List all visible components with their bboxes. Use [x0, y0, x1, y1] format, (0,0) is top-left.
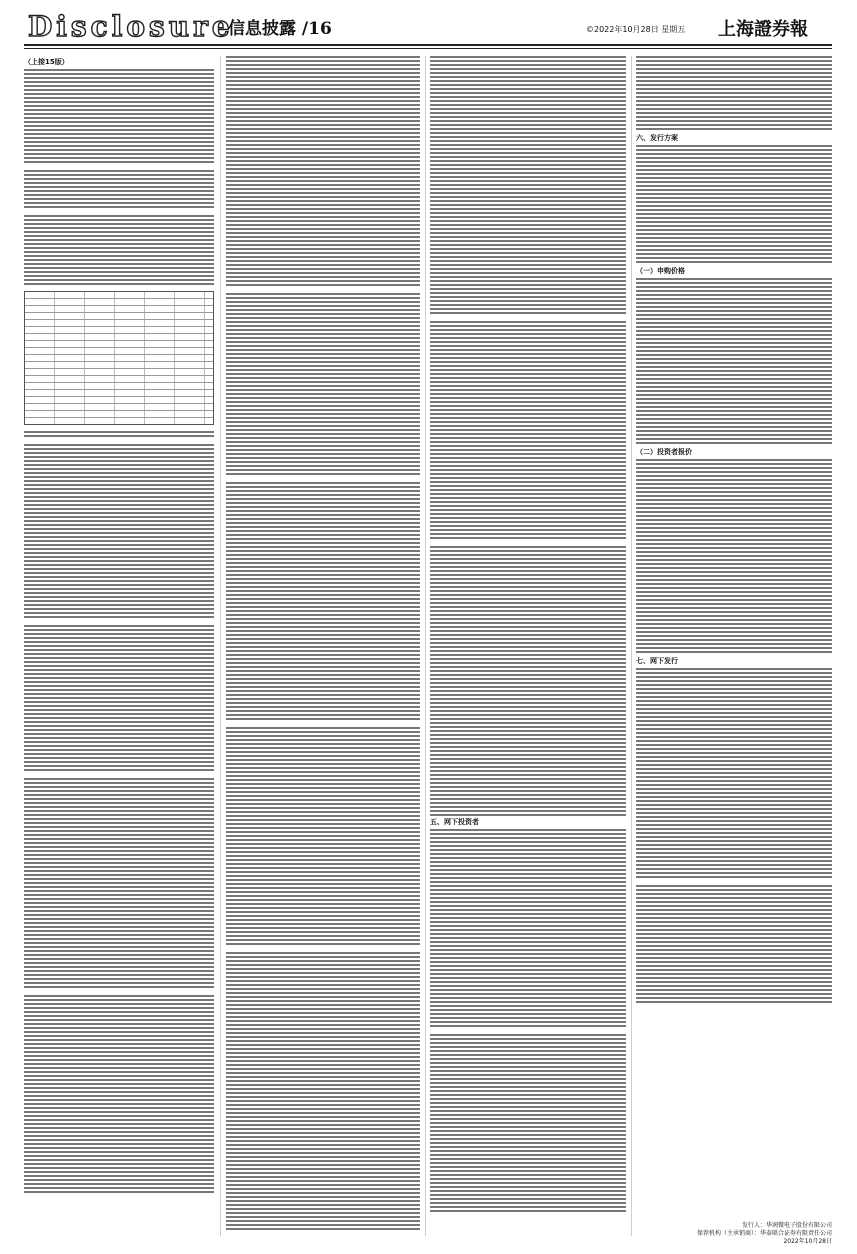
underwriter-signature: 保荐机构（主承销商）：华泰联合证券有限责任公司 [696, 1230, 832, 1237]
body-text [226, 482, 420, 722]
body-text [24, 995, 214, 1195]
body-text [430, 321, 626, 541]
body-text [226, 293, 420, 477]
header-rule [24, 44, 832, 46]
column-3 [430, 56, 626, 1236]
body-text [24, 444, 214, 620]
body-text [24, 215, 214, 287]
body-text [24, 625, 214, 773]
schedule-table [24, 291, 214, 425]
section-title: 信息披露 /16 [228, 19, 332, 39]
body-text [226, 56, 420, 288]
signature-date: 2022年10月28日 [783, 1238, 832, 1245]
body-text [24, 69, 214, 165]
body-text [636, 56, 832, 132]
section-heading: （二）投资者报价 [636, 448, 692, 456]
header-rule-thin [24, 48, 832, 49]
column-divider [425, 56, 426, 1236]
body-text [226, 952, 420, 1232]
issue-date: ©2022年10月28日 星期五 [586, 25, 686, 34]
issuer-signature: 发行人：华润微电子股份有限公司 [741, 1222, 832, 1229]
section-heading: （一）申购价格 [636, 267, 685, 275]
section-heading: 六、发行方案 [636, 134, 678, 142]
column-2 [226, 56, 420, 1236]
column-divider [631, 56, 632, 1236]
column-divider [220, 56, 221, 1236]
body-text [430, 829, 626, 1029]
masthead [0, 0, 857, 46]
body-text [636, 885, 832, 1005]
signature-block [636, 1222, 832, 1246]
body-text [636, 278, 832, 446]
section-heading: 七、网下发行 [636, 657, 678, 665]
column-1 [24, 56, 214, 1236]
body-text [24, 170, 214, 210]
body-text [226, 727, 420, 947]
column-4 [636, 56, 832, 1236]
body-text [430, 1034, 626, 1214]
body-text [636, 668, 832, 880]
paper-name: 上海證券報 [718, 19, 808, 40]
body-text [430, 546, 626, 816]
body-text [636, 145, 832, 265]
table-note [24, 431, 214, 439]
body-text [636, 459, 832, 655]
section-heading: 五、网下投资者 [430, 818, 479, 826]
brand-logo: Disclosure [28, 10, 234, 43]
body-text [24, 778, 214, 990]
body-text [430, 56, 626, 316]
continued-heading: （上接15版） [24, 58, 69, 66]
